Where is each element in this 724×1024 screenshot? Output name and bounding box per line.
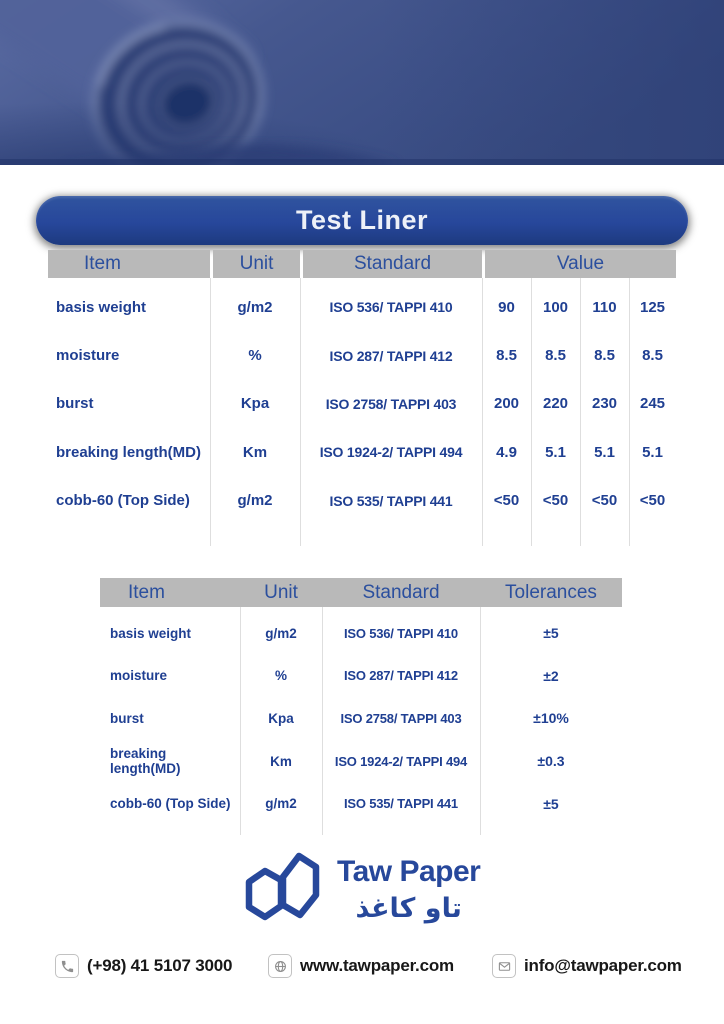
table-row [48, 477, 676, 525]
value-cell: 5.1 [545, 443, 566, 461]
item-cell: cobb-60 (Top Side) [56, 492, 190, 510]
value-cell: 230 [591, 395, 618, 413]
unit-cell: g/m2 [237, 492, 273, 510]
value-cell: 5.1 [594, 443, 615, 461]
standard-cell: ISO 287/ TAPPI 412 [329, 347, 453, 364]
table-row [100, 655, 622, 698]
item-cell: basis weight [110, 625, 192, 641]
value-cell: 5.1 [642, 443, 663, 461]
product-title: Test Liner [295, 205, 429, 235]
tolerances-table-header [100, 578, 622, 607]
values-table-header [48, 250, 676, 278]
values-header-standard: Standard [303, 250, 482, 278]
standard-cell: ISO 536/ TAPPI 410 [344, 625, 458, 641]
phone-icon [55, 954, 79, 978]
table-row [100, 740, 622, 783]
values-header-unit: Unit [213, 250, 300, 278]
mail-icon [492, 954, 516, 978]
email-address: info@tawpaper.com [524, 956, 682, 975]
value-cell: 110 [592, 298, 617, 316]
footer-contact-bar [0, 954, 724, 984]
item-cell: cobb-60 (Top Side) [110, 796, 231, 812]
value-cell: <50 [639, 492, 666, 510]
item-cell: breaking length(MD) [110, 746, 181, 777]
unit-cell: % [274, 668, 287, 684]
standard-cell: ISO 287/ TAPPI 412 [344, 668, 458, 684]
unit-cell: % [248, 347, 262, 365]
table-row [100, 782, 622, 825]
item-cell: basis weight [56, 298, 147, 316]
value-cell: 8.5 [594, 347, 615, 365]
standard-cell: ISO 1924-2/ TAPPI 494 [319, 444, 463, 461]
tolerance-cell: ±2 [543, 667, 559, 684]
value-cell: <50 [591, 492, 618, 510]
tolerance-cell: ±0.3 [537, 753, 565, 770]
table-row [48, 283, 676, 331]
item-cell: breaking length(MD) [56, 443, 201, 461]
value-cell: 220 [542, 395, 569, 413]
unit-cell: g/m2 [265, 625, 297, 641]
table-row [48, 428, 676, 476]
taw-paper-cubes-icon [243, 845, 327, 938]
value-cell: 200 [493, 395, 520, 413]
company-name-block [337, 857, 480, 925]
value-cell: 90 [498, 298, 515, 316]
value-cell: <50 [542, 492, 569, 510]
standard-cell: ISO 2758/ TAPPI 403 [340, 710, 462, 726]
values-header-value: Value [485, 250, 676, 278]
product-title-banner [36, 196, 688, 245]
company-name-fa: تاو کاغذ [355, 893, 462, 925]
tolerances-header-standard: Standard [362, 581, 440, 603]
hero-paper-roll-image [0, 0, 724, 165]
values-header-item: Item [48, 250, 210, 278]
value-cell: 125 [639, 298, 666, 316]
item-cell: moisture [56, 347, 120, 365]
unit-cell: g/m2 [237, 298, 273, 316]
website-url: www.tawpaper.com [300, 956, 454, 975]
standard-cell: ISO 535/ TAPPI 441 [344, 796, 458, 812]
value-cell: <50 [493, 492, 520, 510]
tolerances-table-body [100, 612, 622, 825]
tolerances-header-tolerances: Tolerances [505, 581, 597, 603]
values-table-body [48, 283, 676, 525]
value-cell: 4.9 [496, 443, 517, 461]
phone-number: (+98) 41 5107 3000 [87, 956, 233, 975]
company-logo [243, 845, 480, 938]
tolerance-cell: ±5 [543, 625, 559, 642]
tolerances-header-unit: Unit [264, 581, 298, 603]
value-cell: 8.5 [642, 347, 663, 365]
standard-cell: ISO 535/ TAPPI 441 [329, 492, 453, 509]
unit-cell: Kpa [268, 710, 294, 726]
phone-contact[interactable] [55, 954, 232, 978]
tolerances-header-item: Item [128, 581, 165, 603]
tolerance-cell: ±10% [533, 710, 569, 727]
value-cell: 100 [542, 298, 569, 316]
unit-cell: Kpa [240, 395, 270, 413]
website-contact[interactable] [268, 954, 454, 978]
standard-cell: ISO 1924-2/ TAPPI 494 [334, 753, 468, 769]
item-cell: burst [56, 395, 94, 413]
value-cell: 245 [639, 395, 666, 413]
table-row [48, 331, 676, 379]
standard-cell: ISO 2758/ TAPPI 403 [325, 395, 457, 412]
company-name-en: Taw Paper [337, 855, 481, 889]
tolerance-cell: ±5 [543, 795, 559, 812]
item-cell: burst [110, 710, 144, 726]
table-row [48, 380, 676, 428]
email-contact[interactable] [492, 954, 682, 978]
value-cell: 8.5 [496, 347, 517, 365]
unit-cell: Km [242, 443, 268, 461]
globe-icon [268, 954, 292, 978]
unit-cell: g/m2 [265, 796, 297, 812]
unit-cell: Km [270, 753, 292, 769]
table-row [100, 612, 622, 655]
table-row [100, 697, 622, 740]
value-cell: 8.5 [545, 347, 566, 365]
item-cell: moisture [110, 668, 168, 684]
standard-cell: ISO 536/ TAPPI 410 [329, 299, 453, 316]
